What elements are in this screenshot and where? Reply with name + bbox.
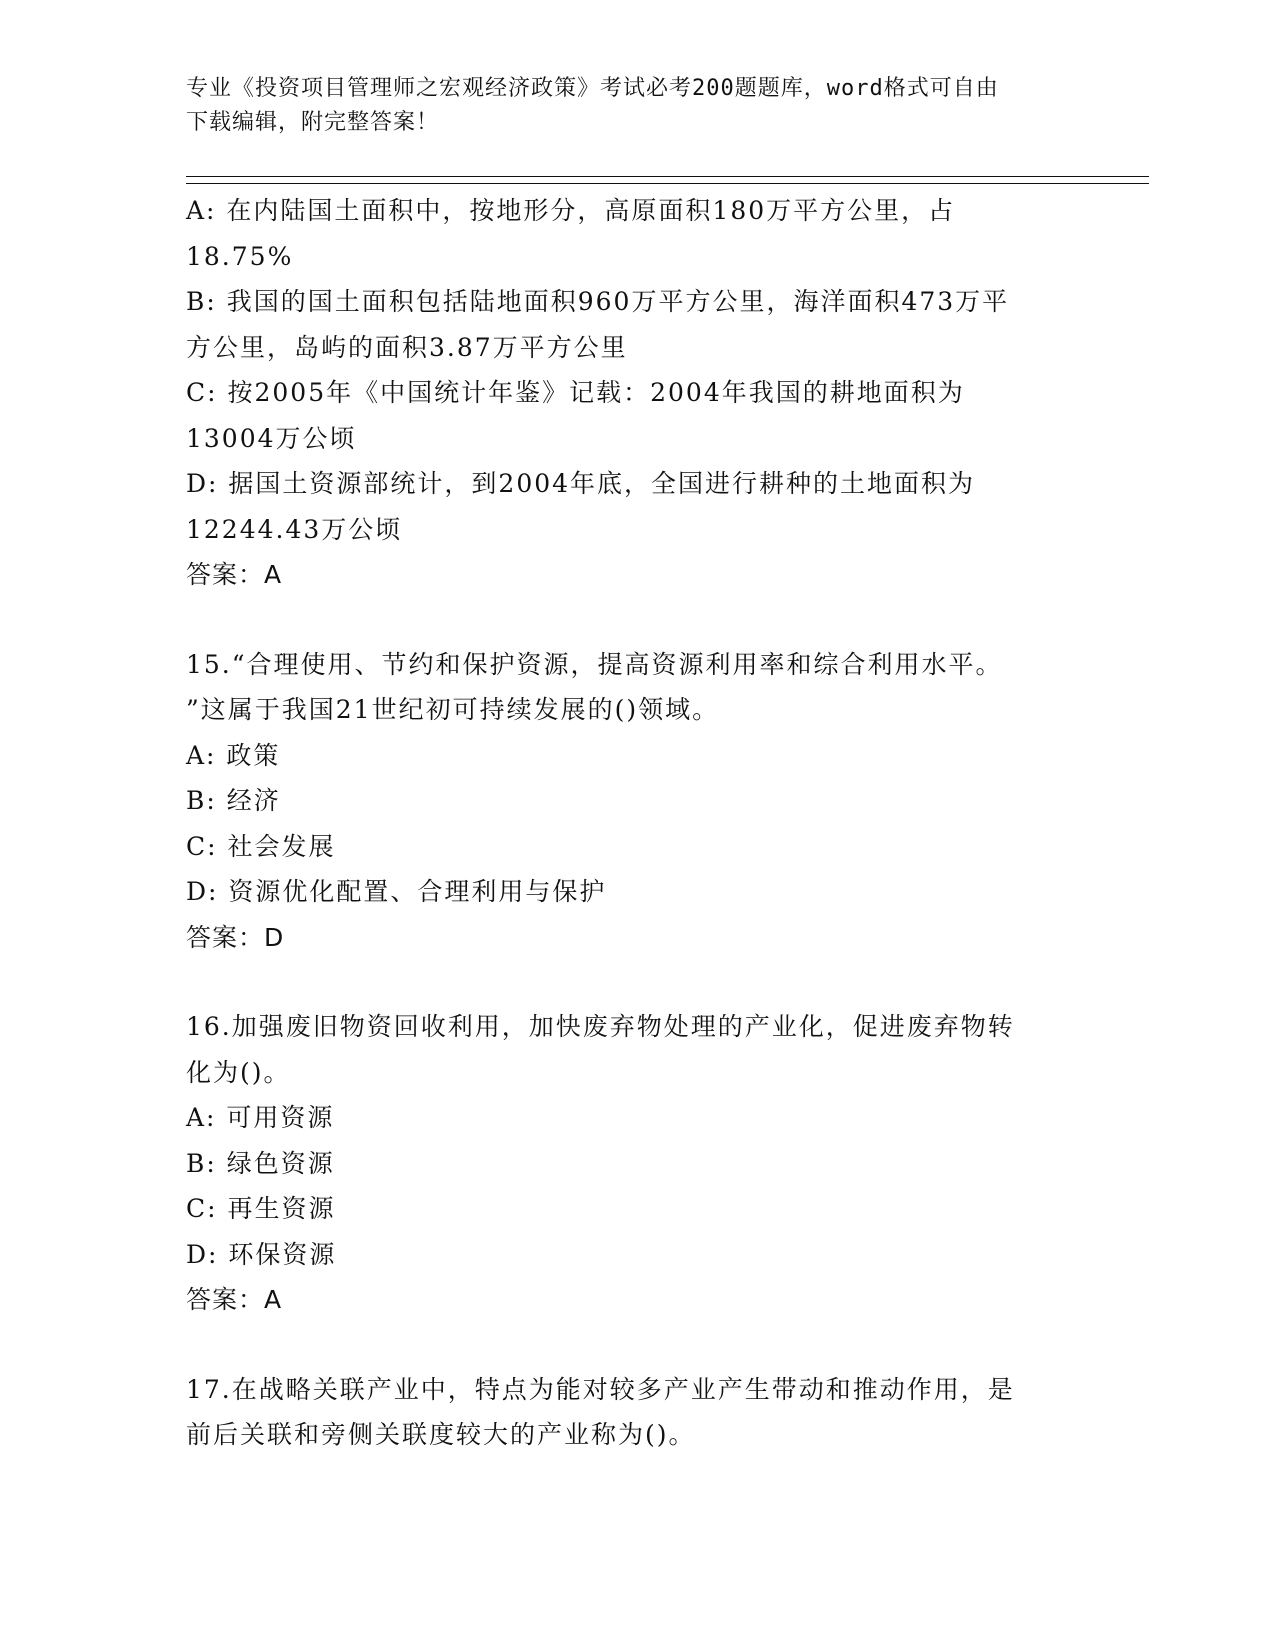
question-text-continued: 化为()。 [186, 1057, 291, 1087]
question-16 [186, 1004, 1086, 1323]
option-b: B: 我国的国土面积包括陆地面积960万平方公里，海洋面积473万平 [186, 287, 1010, 316]
answer: 答案：A [186, 560, 283, 589]
question-text-continued: 前后关联和旁侧关联度较大的产业称为()。 [186, 1420, 696, 1449]
question-text: 17.在战略关联产业中，特点为能对较多产业产生带动和推动作用，是 [186, 1374, 1015, 1404]
header-divider [186, 176, 1149, 184]
question-14 [186, 188, 1086, 598]
header-line-2: 下载编辑，附完整答案！ [186, 110, 440, 135]
option-a: A: 在内陆国土面积中，按地形分，高原面积180万平方公里，占 [186, 196, 956, 225]
option-d: D: 据国土资源部统计，到2004年底，全国进行耕种的土地面积为 [186, 469, 976, 498]
option-c: C: 再生资源 [186, 1194, 336, 1223]
question-15 [186, 642, 1086, 961]
question-text-continued: ”这属于我国21世纪初可持续发展的()领域。 [186, 695, 720, 724]
header-line-1: 专业《投资项目管理师之宏观经济政策》考试必考200题题库，word格式可自由 [186, 76, 999, 101]
option-d: D: 资源优化配置、合理利用与保护 [186, 877, 607, 906]
option-c: C: 按2005年《中国统计年鉴》记载：2004年我国的耕地面积为 [186, 378, 965, 407]
answer: 答案：D [186, 922, 285, 952]
question-text: 16.加强废旧物资回收利用，加快废弃物处理的产业化，促进废弃物转 [186, 1012, 1015, 1041]
option-c-continued: 13004万公顷 [186, 423, 357, 453]
option-d-continued: 12244.43万公顷 [186, 514, 403, 544]
option-b-continued: 方公里，岛屿的面积3.87万平方公里 [186, 332, 628, 362]
option-c: C: 社会发展 [186, 831, 336, 861]
spacer [186, 598, 1086, 642]
spacer [186, 960, 1086, 1004]
spacer [186, 1323, 1086, 1367]
question-text: 15.“合理使用、节约和保护资源，提高资源利用率和综合利用水平。 [186, 649, 1003, 679]
option-b: B: 经济 [186, 786, 281, 815]
option-a: A: 政策 [186, 740, 281, 770]
option-a: A: 可用资源 [186, 1103, 335, 1132]
option-a-continued: 18.75% [186, 241, 294, 271]
option-b: B: 绿色资源 [186, 1148, 335, 1178]
document-header [186, 72, 1066, 140]
option-d: D: 环保资源 [186, 1239, 337, 1269]
question-17 [186, 1367, 1086, 1458]
question-list [186, 188, 1086, 1458]
answer: 答案：A [186, 1285, 283, 1314]
